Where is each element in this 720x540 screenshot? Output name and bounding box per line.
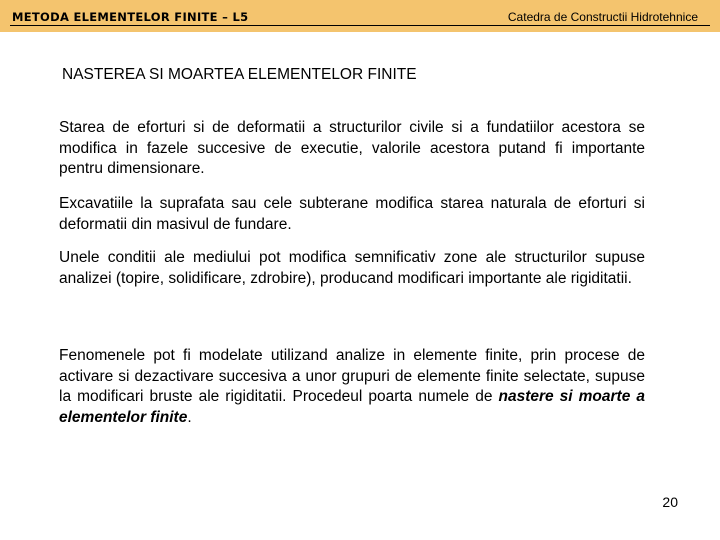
header-bar	[0, 0, 720, 32]
header-divider	[10, 25, 710, 26]
page-number: 20	[662, 494, 678, 510]
paragraph-4	[59, 346, 645, 428]
slide-title: NASTEREA SI MOARTEA ELEMENTELOR FINITE	[62, 66, 417, 83]
department-name: Catedra de Constructii Hidrotehnice	[507, 10, 698, 24]
paragraph-4-emphasis: nastere si moarte a elementelor finite	[59, 388, 645, 426]
paragraph-2: Excavatiile la suprafata sau cele subterane modifica starea naturala de eforturi si deformatii din masivul de fundare.	[59, 195, 645, 233]
paragraph-3: Unele conditii ale mediului pot modifica semnificativ zone ale structurilor supuse analizei (topire, solidificare, zdrobire), producand modificari importante ale rigiditatii.	[59, 249, 645, 287]
paragraph-1: Starea de eforturi si de deformatii a structurilor civile si a fundatiilor acestora se modifica in fazele succesive de executie, valorile acestora putand fi importante pentru dimensionare.	[59, 119, 645, 177]
paragraph-4-end: .	[187, 408, 192, 426]
course-title: METODA ELEMENTELOR FINITE – L5	[12, 10, 249, 24]
paragraph-4-text: Fenomenele pot fi modelate utilizand analize in elemente finite, prin procese de activare si dezactivare succesiva a unor grupuri de elemente finite selectate, supuse la modificari bruste ale rigiditatii. Procedeul poarta numele de	[59, 347, 645, 405]
